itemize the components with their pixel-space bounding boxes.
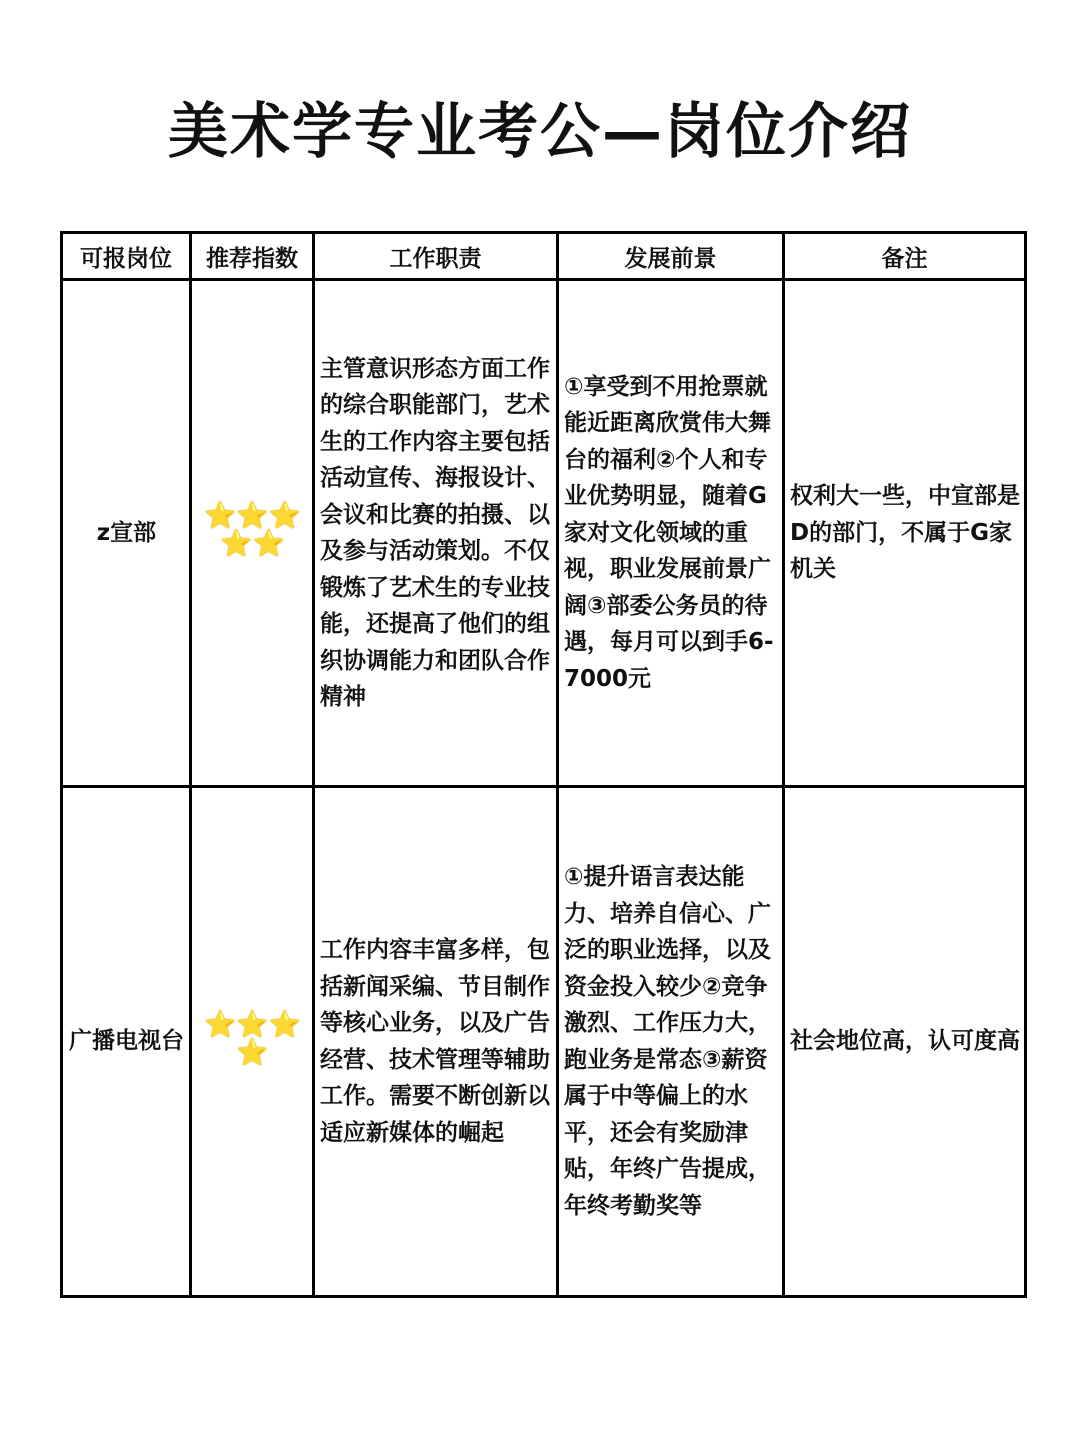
position-cell: z宣部 xyxy=(62,280,191,787)
rating-cell xyxy=(191,280,314,787)
header-position: 可报岗位 xyxy=(62,233,191,280)
prospects-cell: ①提升语言表达能力、培养自信心、广泛的职业选择，以及资金投入较少②竞争激烈、工作压力大，跑业务是常态③薪资属于中等偏上的水平，还会有奖励津贴，年终广告提成，年终考勤奖等 xyxy=(558,787,784,1297)
position-cell: 广播电视台 xyxy=(62,787,191,1297)
star-rating-icon: ⭐⭐⭐⭐ xyxy=(203,1009,302,1068)
prospects-cell: ①享受到不用抢票就能近距离欣赏伟大舞台的福利②个人和专业优势明显，随着G 家对文化领域的重视，职业发展前景广阔③部委公务员的待遇，每月可以到手6-7000元 xyxy=(558,280,784,787)
header-notes: 备注 xyxy=(784,233,1026,280)
rating-cell xyxy=(191,787,314,1297)
duties-cell: 主管意识形态方面工作的综合职能部门，艺术生的工作内容主要包括活动宣传、海报设计、会议和比赛的拍摄、以及参与活动策划。不仅锻炼了艺术生的专业技能，还提高了他们的组织协调能力和团队合作精神 xyxy=(314,280,558,787)
header-duties: 工作职责 xyxy=(314,233,558,280)
table-row xyxy=(62,787,1026,1297)
notes-cell: 社会地位高，认可度高 xyxy=(784,787,1026,1297)
table-row xyxy=(62,280,1026,787)
star-rating-icon: ⭐⭐⭐⭐⭐ xyxy=(203,501,302,560)
header-prospects: 发展前景 xyxy=(558,233,784,280)
duties-cell: 工作内容丰富多样，包括新闻采编、节目制作等核心业务，以及广告经营、技术管理等辅助工作。需要不断创新以适应新媒体的崛起 xyxy=(314,787,558,1297)
table-header-row xyxy=(62,233,1026,280)
job-table xyxy=(60,231,1027,1298)
header-rating: 推荐指数 xyxy=(191,233,314,280)
page-title: 美术学专业考公—岗位介绍 xyxy=(168,97,912,167)
notes-cell: 权利大一些，中宣部是D的部门，不属于G家机关 xyxy=(784,280,1026,787)
